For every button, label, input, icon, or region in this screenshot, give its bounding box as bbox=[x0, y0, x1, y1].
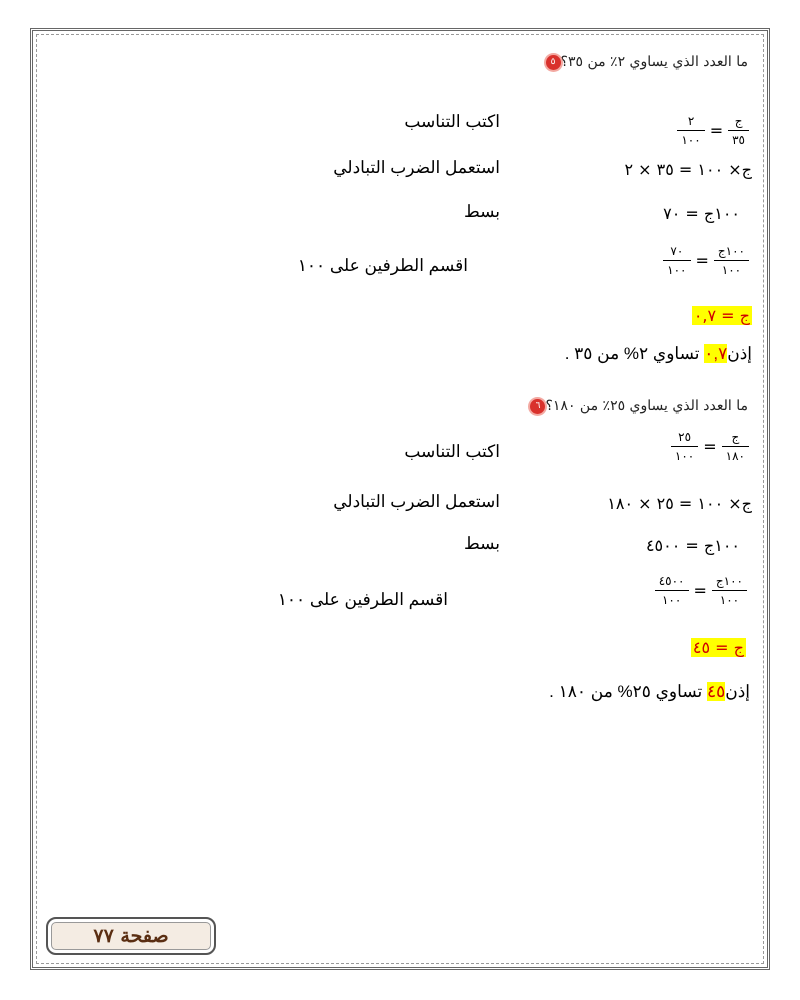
fraction-right: $\frac{٢}{١٠٠}$ bbox=[677, 114, 704, 147]
simplified-equation: ١٠٠ج = ٤٥٠٠ bbox=[645, 536, 740, 555]
question-5 bbox=[540, 54, 748, 70]
question-text: ما العدد الذي يساوي ٢٥٪ من ١٨٠؟ bbox=[545, 398, 748, 414]
step-description: استعمل الضرب التبادلي bbox=[333, 158, 500, 177]
step-description: اقسم الطرفين على ١٠٠ bbox=[277, 590, 448, 609]
divide-equation: $\frac{\text{١٠٠ج}}{١٠٠}$ = $\frac{٧٠}{١٠٠}$ bbox=[660, 244, 752, 277]
step-description: اقسم الطرفين على ١٠٠ bbox=[297, 256, 468, 275]
question-number-badge: ٦ bbox=[530, 399, 545, 414]
proportion-equation: $\frac{\text{ج}}{١٨٠}$ = $\frac{٢٥}{١٠٠}$ bbox=[668, 430, 752, 463]
conclusion: إذن٠,٧ تساوي ٢% من ٣٥ . bbox=[564, 344, 752, 363]
step-description: اكتب التناسب bbox=[404, 442, 500, 461]
conclusion: إذن٤٥ تساوي ٢٥% من ١٨٠ . bbox=[549, 682, 750, 701]
question-text: ما العدد الذي يساوي ٢٪ من ٣٥؟ bbox=[560, 54, 748, 70]
simplified-equation: ١٠٠ج = ٧٠ bbox=[663, 204, 740, 223]
cross-multiply-equation: ج× ١٠٠ = ٢٥ × ١٨٠ bbox=[607, 494, 752, 513]
proportion-equation: $\frac{\text{ج}}{٣٥}$ = $\frac{٢}{١٠٠}$ bbox=[674, 114, 752, 147]
cross-multiply-equation: ج× ١٠٠ = ٣٥ × ٢ bbox=[624, 160, 752, 179]
conclusion-value: ٠,٧ bbox=[704, 344, 728, 363]
step-description: بسط bbox=[463, 202, 500, 221]
divide-equation: $\frac{\text{١٠٠ج}}{١٠٠}$ = $\frac{٤٥٠٠}{١٠٠}$ bbox=[652, 574, 750, 607]
page-number-label: صفحة ٧٧ bbox=[93, 925, 169, 947]
page-number-box bbox=[46, 917, 216, 955]
step-description: استعمل الضرب التبادلي bbox=[333, 492, 500, 511]
step-description: بسط bbox=[463, 534, 500, 553]
fraction-left: $\frac{\text{ج}}{٣٥}$ bbox=[728, 114, 749, 147]
answer-result: ج = ٠,٧ bbox=[693, 306, 750, 325]
step-description: اكتب التناسب bbox=[404, 112, 500, 131]
conclusion-value: ٤٥ bbox=[706, 682, 726, 701]
question-number-badge: ٥ bbox=[546, 55, 561, 70]
answer-result: ج = ٤٥ bbox=[692, 638, 744, 657]
question-6 bbox=[524, 398, 748, 414]
